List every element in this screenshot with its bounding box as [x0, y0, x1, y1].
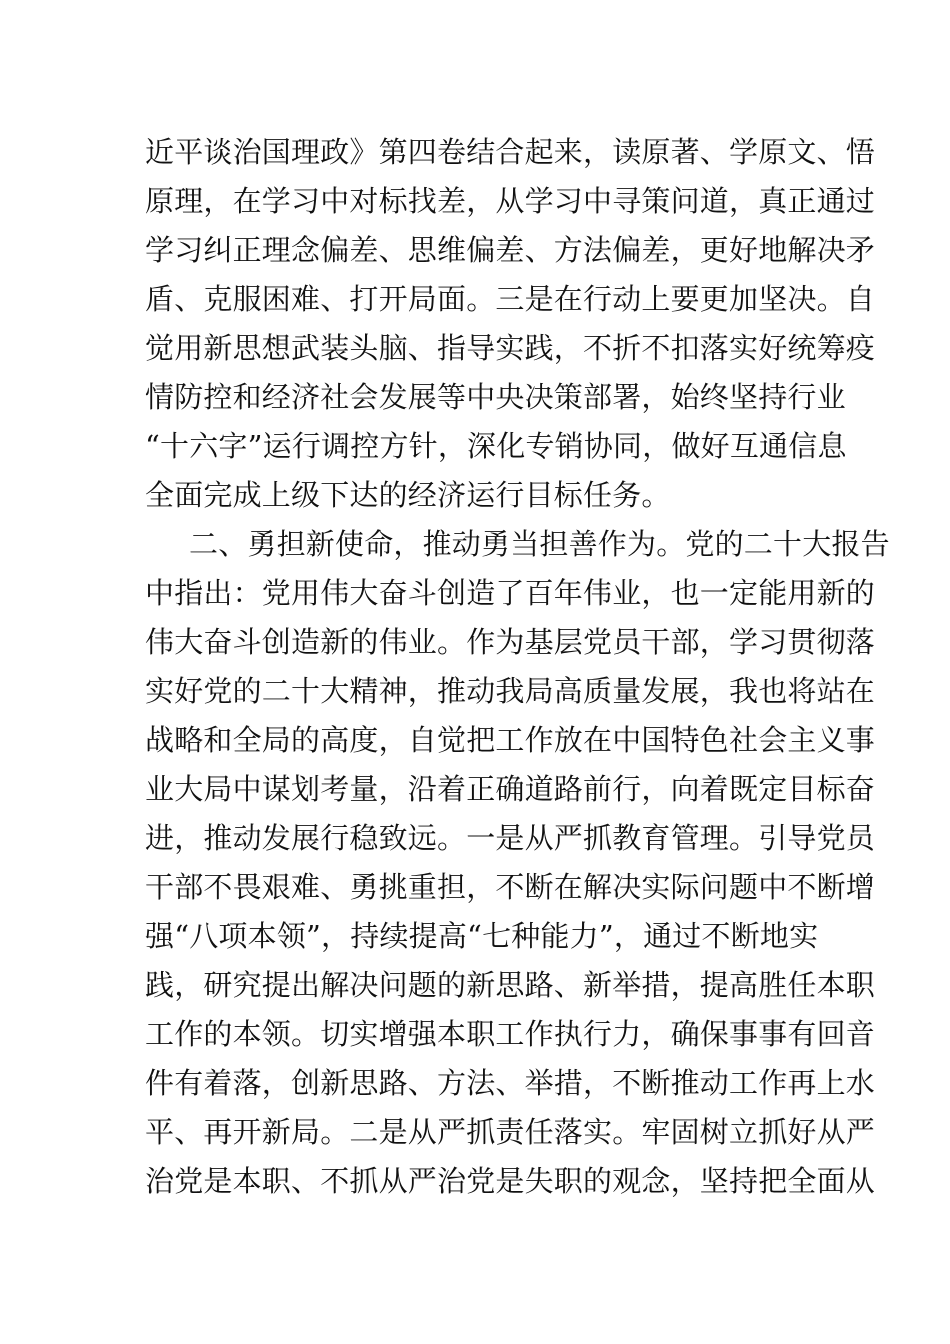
text-line: 强“八项本领”，持续提高“七种能力”，通过不断地实: [145, 919, 819, 953]
text-line: 件有着落，创新思路、方法、举措，不断推动工作再上水: [145, 1066, 876, 1100]
text-line: 中指出：党用伟大奋斗创造了百年伟业，也一定能用新的: [145, 576, 876, 610]
body-text: [145, 128, 890, 1206]
text-line: 实好党的二十大精神，推动我局高质量发展，我也将站在: [145, 674, 876, 708]
text-line: 觉用新思想武装头脑、指导实践，不折不扣落实好统筹疫: [145, 331, 876, 365]
text-line: 战略和全局的高度，自觉把工作放在中国特色社会主义事: [145, 723, 876, 757]
text-line: 工作的本领。切实增强本职工作执行力，确保事事有回音: [145, 1017, 876, 1051]
text-line: 伟大奋斗创造新的伟业。作为基层党员干部，学习贯彻落: [145, 625, 876, 659]
text-line: 盾、克服困难、打开局面。三是在行动上要更加坚决。自: [145, 282, 876, 316]
text-line: 近平谈治国理政》第四卷结合起来，读原著、学原文、悟: [145, 135, 876, 169]
text-line: 学习纠正理念偏差、思维偏差、方法偏差，更好地解决矛: [145, 233, 876, 267]
text-line: “十六字”运行调控方针，深化专销协同，做好互通信息: [145, 429, 847, 463]
text-line: 进，推动发展行稳致远。一是从严抓教育管理。引导党员: [145, 821, 876, 855]
text-line: 业大局中谋划考量，沿着正确道路前行，向着既定目标奋: [145, 772, 876, 806]
text-line: 干部不畏艰难、勇挑重担，不断在解决实际问题中不断增: [145, 870, 876, 904]
text-line: 原理，在学习中对标找差，从学习中寻策问道，真正通过: [145, 184, 876, 218]
text-line: 践，研究提出解决问题的新思路、新举措，提高胜任本职: [145, 968, 876, 1002]
text-line: 情防控和经济社会发展等中央决策部署，始终坚持行业: [145, 380, 846, 414]
text-line: 治党是本职、不抓从严治党是失职的观念，坚持把全面从: [145, 1164, 876, 1198]
section-heading-line: 二、勇担新使命，推动勇当担善作为。党的二十大报告: [189, 527, 890, 561]
text-line: 全面完成上级下达的经济运行目标任务。: [145, 478, 671, 512]
text-line: 平、再开新局。二是从严抓责任落实。牢固树立抓好从严: [145, 1115, 876, 1149]
